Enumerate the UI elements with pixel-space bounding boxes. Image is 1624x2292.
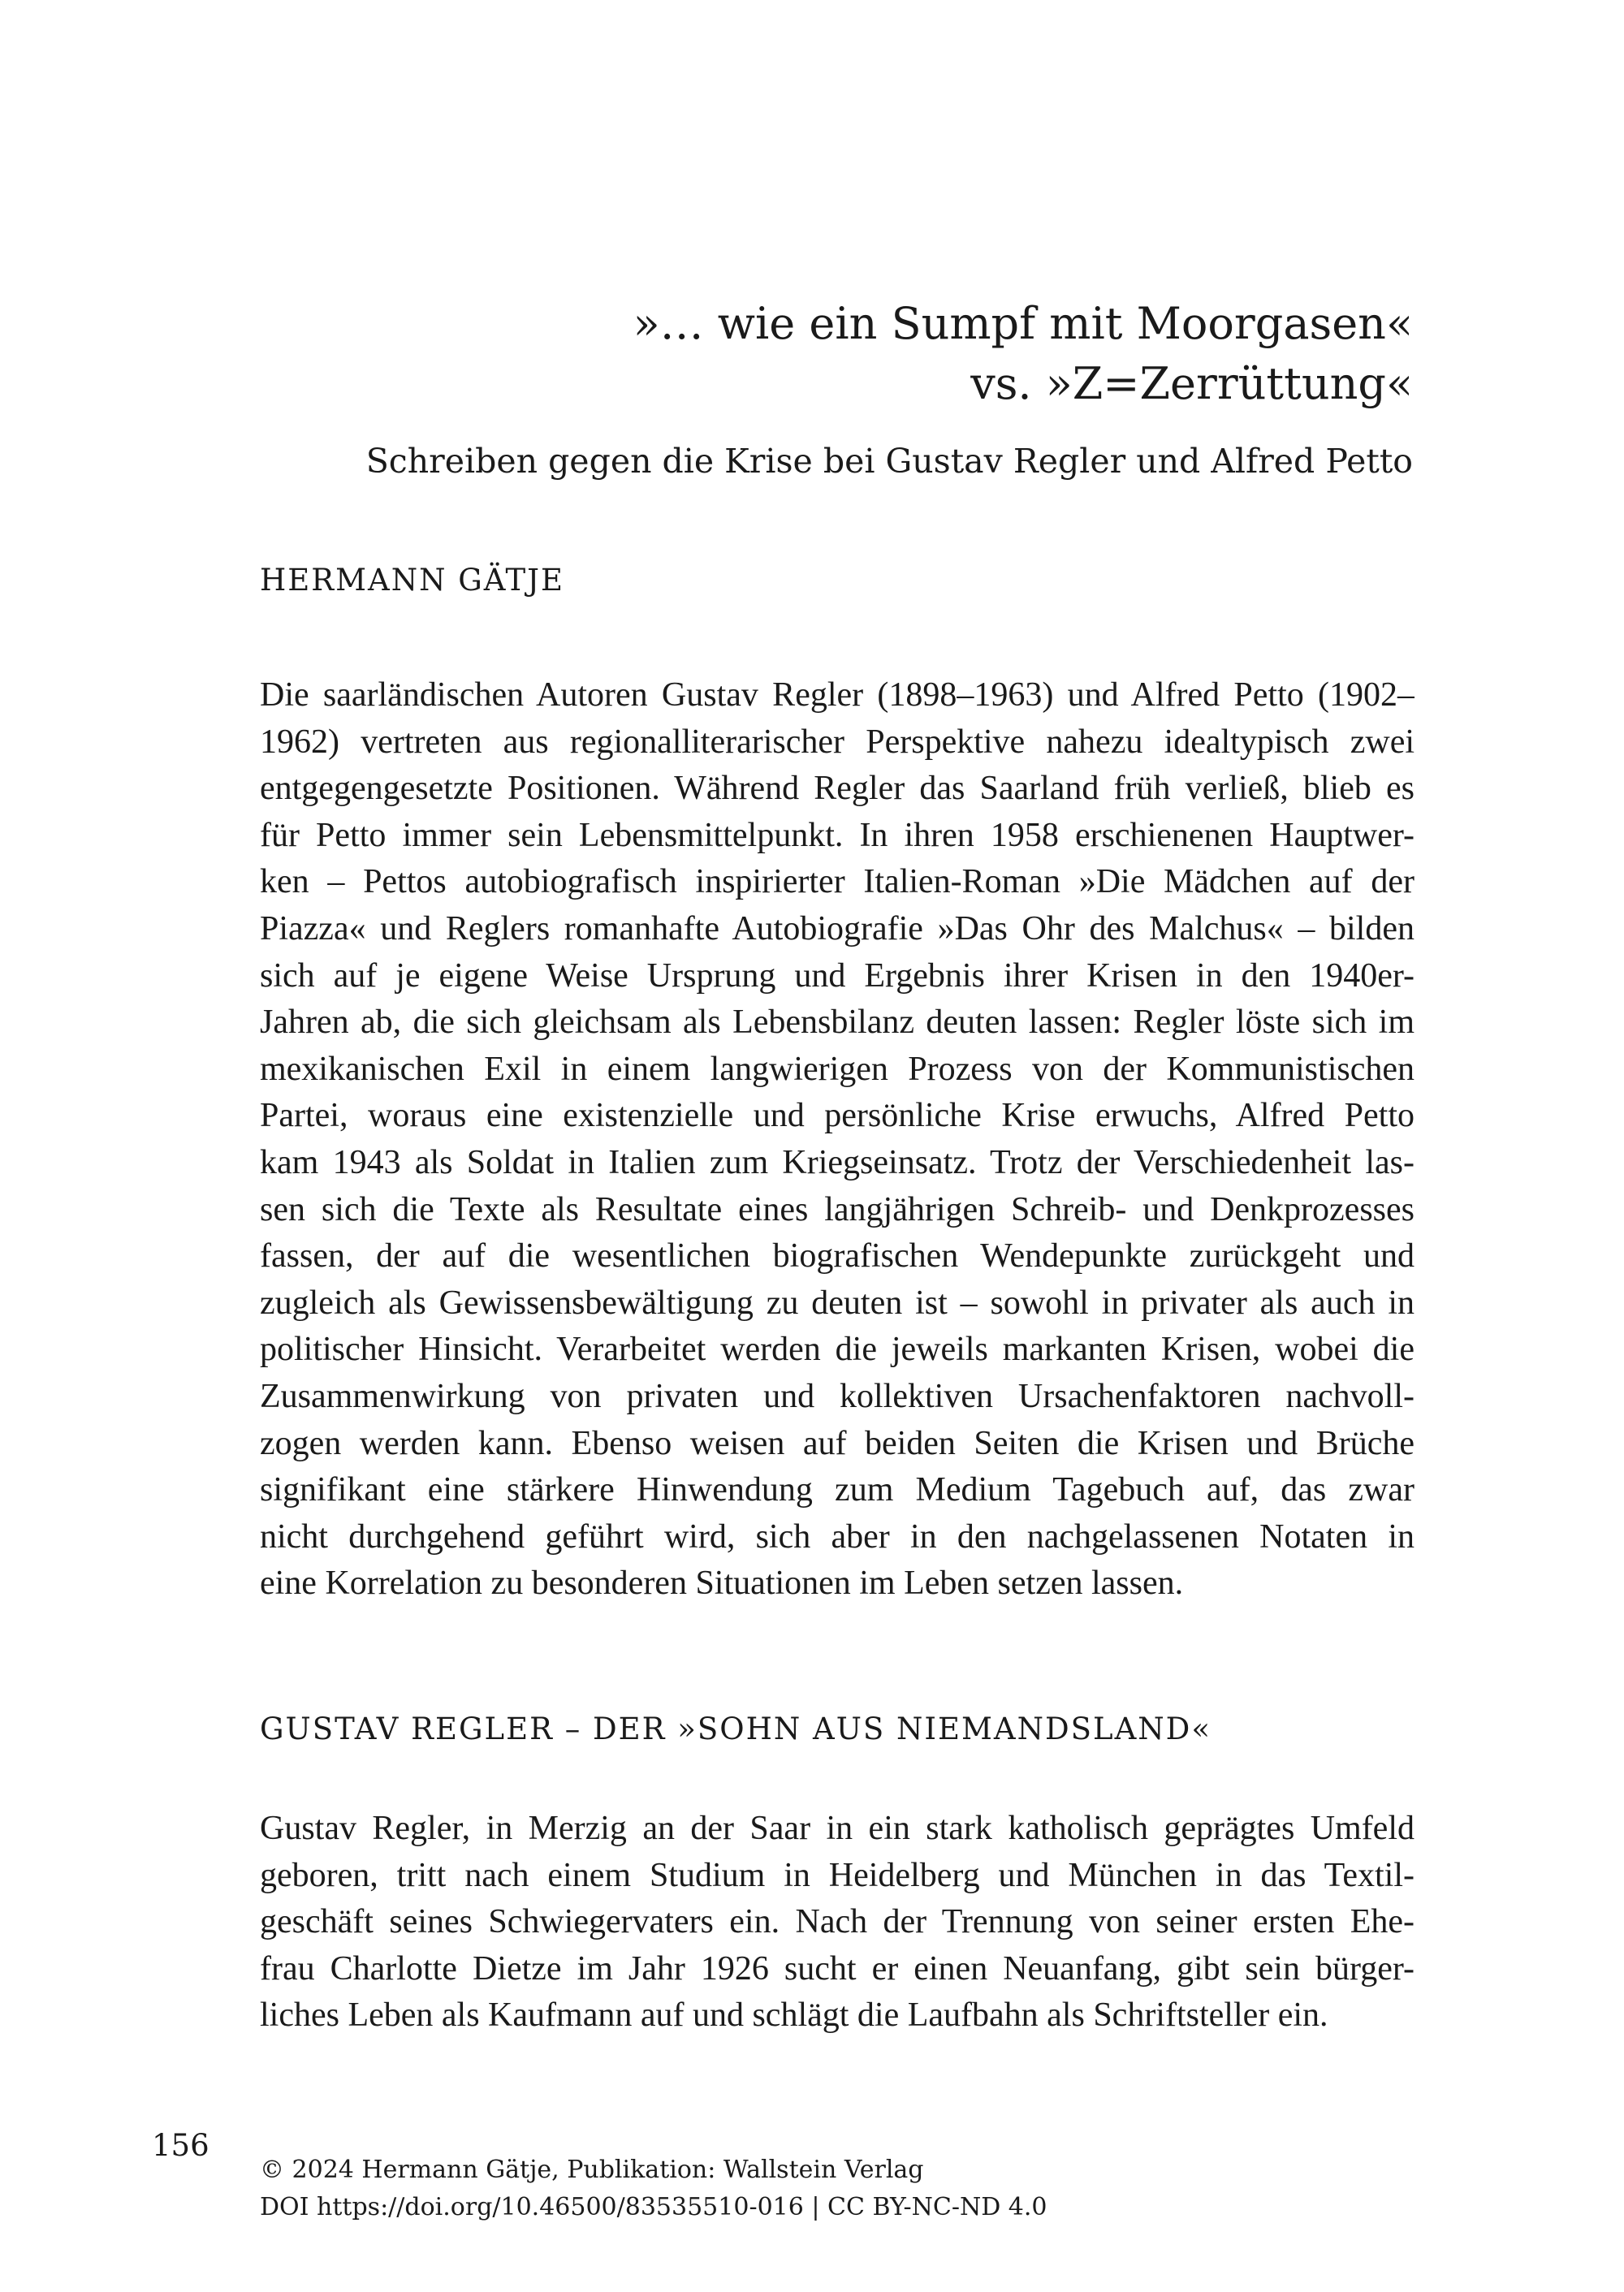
doi-license: DOI https://doi.org/10.46500/83535510-016 | CC BY-NC-ND 4.0 [260,2193,1047,2221]
body-line: frau Charlotte Dietze im Jahr 1926 sucht er einen Neuanfang, gibt sein bürger- [260,1949,1415,1988]
abstract-line: Jahren ab, die sich gleichsam als Lebensbilanz deuten lassen: Regler löste sich im [260,1004,1415,1042]
author-name: HERMANN GÄTJE [260,563,565,598]
abstract-line: Piazza« und Reglers romanhafte Autobiografie »Das Ohr des Malchus« – bilden [260,909,1415,947]
abstract-line: Partei, woraus eine existenzielle und persönliche Krise erwuchs, Alfred Petto [260,1097,1415,1135]
copyright-notice: © 2024 Hermann Gätje, Publikation: Wallstein Verlag [260,2156,924,2184]
abstract-line: sich auf je eigene Weise Ursprung und Ergebnis ihrer Krisen in den 1940er- [260,956,1415,995]
abstract-line: für Petto immer sein Lebensmittelpunkt. In ihren 1958 erschienenen Hauptwer- [260,816,1415,854]
body-line: geboren, tritt nach einem Studium in Heidelberg und München in das Textil- [260,1856,1415,1894]
chapter-title-line-2: vs. »Z=Zerrüttung« [970,358,1413,409]
abstract-line: 1962) vertreten aus regionalliterarischer Perspektive nahezu idealtypisch zwei [260,723,1415,761]
abstract-line: eine Korrelation zu besonderen Situationen im Leben setzen lassen. [260,1565,1184,1603]
abstract-line: kam 1943 als Soldat in Italien zum Kriegseinsatz. Trotz der Verschiedenheit las- [260,1143,1415,1181]
chapter-title [633,294,1413,414]
abstract-line: mexikanischen Exil in einem langwierigen Prozess von der Kommunistischen [260,1050,1415,1088]
section-heading: GUSTAV REGLER – DER »SOHN AUS NIEMANDSLAND« [260,1711,1212,1746]
chapter-title-line-1: »… wie ein Sumpf mit Moorgasen« [633,298,1413,349]
chapter-subtitle: Schreiben gegen die Krise bei Gustav Regler und Alfred Petto [365,442,1413,481]
abstract-line: fassen, der auf die wesentlichen biografischen Wendepunkte zurückgeht und [260,1237,1415,1275]
abstract-line: entgegengesetzte Positionen. Während Regler das Saarland früh verließ, blieb es [260,770,1415,808]
abstract-line: nicht durchgehend geführt wird, sich aber in den nachgelassenen Notaten in [260,1517,1415,1556]
copyright-footer [260,2152,1047,2226]
abstract-line: Zusammenwirkung von privaten und kollektiven Ursachenfaktoren nachvoll- [260,1377,1415,1415]
abstract-line: zogen werden kann. Ebenso weisen auf beiden Seiten die Krisen und Brüche [260,1424,1415,1462]
abstract-line: politischer Hinsicht. Verarbeitet werden die jeweils markanten Krisen, wobei die [260,1331,1415,1369]
abstract-line: sen sich die Texte als Resultate eines langjährigen Schreib- und Denkprozesses [260,1190,1415,1228]
body-line: geschäft seines Schwiegervaters ein. Nach der Trennung von seiner ersten Ehe- [260,1903,1415,1941]
abstract-line: signifikant eine stärkere Hinwendung zum Medium Tagebuch auf, das zwar [260,1471,1415,1509]
body-line: liches Leben als Kaufmann auf und schlägt die Laufbahn als Schriftsteller ein. [260,1996,1328,2035]
abstract-line: zugleich als Gewissensbewältigung zu deuten ist – sowohl in privater als auch in [260,1284,1415,1322]
abstract-line: ken – Pettos autobiografisch inspirierter Italien-Roman »Die Mädchen auf der [260,863,1415,901]
abstract-line: Die saarländischen Autoren Gustav Regler (1898–1963) und Alfred Petto (1902– [260,676,1415,714]
body-line: Gustav Regler, in Merzig an der Saar in ein stark katholisch geprägtes Umfeld [260,1810,1415,1847]
abstract-paragraph [260,672,1415,1608]
body-paragraph [260,1806,1415,2039]
page-number: 156 [152,2128,209,2163]
